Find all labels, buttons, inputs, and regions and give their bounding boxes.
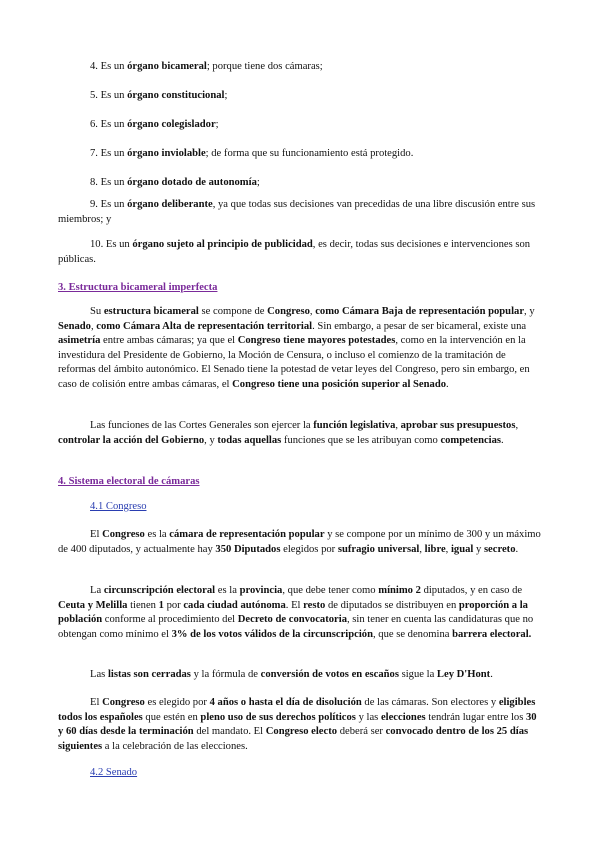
bold-run: órgano dotado de autonomía (127, 177, 257, 188)
list-item (58, 60, 542, 75)
text-run: ; (215, 119, 219, 130)
text-run: El (90, 529, 103, 540)
bold-run: 3% de los votos válidos de la circunscripción (171, 628, 373, 640)
text-run: . (490, 669, 493, 680)
text-run: , como en la intervención en la investidura del Presidente de Gobierno, la Moción de Censura, o incluso el comienzo de la tramitación de reformas del ámbito autonómico. El Senado tiene la potestad de vetar leyes del Congreso, pero sin embargo, en caso de colisión entre ambas cámaras, el (58, 335, 530, 390)
text-run: , y (204, 434, 218, 446)
text-run: funciones que se les atribuyan como (281, 434, 441, 446)
bold-run: competencias (440, 434, 502, 446)
bold-run: controlar la acción del Gobierno (58, 434, 205, 446)
text-run: a la celebración de las elecciones. (102, 740, 248, 752)
text-run: conforme al procedimiento del (102, 614, 238, 626)
bold-run: órgano constitucional (127, 90, 225, 101)
text-run: La (90, 585, 104, 596)
text-run: Las funciones de las Cortes Generales son ejercer la (90, 420, 314, 431)
paragraph (58, 584, 542, 642)
bold-run: órgano sujeto al principio de publicidad (132, 239, 313, 250)
bold-run: órgano bicameral (127, 61, 207, 72)
bold-run: todas aquellas (217, 434, 282, 446)
bold-run: órgano deliberante (127, 199, 213, 210)
bold-run: órgano inviolable (127, 148, 206, 159)
text-run: tienen (127, 599, 159, 611)
text-run: 5. Es un (90, 90, 128, 101)
bold-run: cada ciudad autónoma (183, 599, 286, 611)
bold-run: circunscripción electoral (103, 585, 216, 596)
subsection-heading-senado[interactable]: 4.2 Senado (90, 767, 138, 778)
bold-run: aprobar sus presupuestos (400, 420, 516, 431)
text-run: , que debe tener como (282, 585, 379, 596)
paragraph (58, 528, 542, 557)
bold-run: Congreso tiene mayores potestades (237, 335, 396, 347)
list-item (58, 89, 542, 104)
bold-run: 30 y 60 días desde la terminación (58, 711, 537, 738)
text-run: ; (256, 177, 260, 188)
text-run: , (90, 320, 97, 332)
bold-run: pleno uso de sus derechos políticos (200, 711, 356, 723)
bold-run: Ceuta y Melilla (58, 599, 128, 611)
bold-run: Congreso (102, 529, 145, 540)
text-run: tendrán lugar entre los (425, 711, 526, 723)
paragraph (58, 696, 542, 754)
text-run: , que se denomina (372, 628, 453, 640)
list-item (58, 118, 542, 133)
text-run: del mandato. El (193, 726, 266, 738)
list-item (58, 198, 542, 227)
bold-run: Congreso electo (265, 726, 338, 738)
subsection-heading-congreso[interactable]: 4.1 Congreso (90, 501, 147, 512)
text-run: es elegido por (144, 697, 210, 708)
text-run: . (515, 543, 519, 555)
list-item (58, 176, 542, 191)
bold-run: proporción a la población (58, 599, 528, 626)
bold-run: eligibles todos los españoles (58, 697, 536, 723)
bold-run: libre (424, 543, 446, 555)
bold-run: sufragio universal (337, 543, 420, 555)
text-run: . El (285, 599, 304, 611)
text-run: 6. Es un (90, 119, 128, 130)
text-run: es la (215, 585, 240, 596)
section-heading-3[interactable]: 3. Estructura bicameral imperfecta (58, 282, 218, 293)
text-run: entre ambas cámaras; ya que el (100, 335, 238, 347)
text-run: 7. Es un (90, 148, 128, 159)
bold-run: resto (303, 599, 326, 611)
text-run: , (419, 543, 425, 555)
list-item (58, 238, 542, 267)
text-run: , y (524, 306, 535, 317)
text-run: deberá ser (337, 726, 386, 738)
bold-run: 1 (158, 599, 164, 611)
bold-run: conversión de votos en escaños (260, 669, 399, 680)
text-run: elegidos por (280, 543, 338, 555)
bold-run: listas son cerradas (107, 669, 191, 680)
text-run: . (446, 378, 449, 390)
bold-run: elecciones (380, 711, 426, 723)
text-run: . (501, 434, 504, 446)
text-run: que estén en (142, 711, 201, 723)
paragraph (58, 668, 542, 683)
bold-run: función legislativa (313, 420, 396, 431)
section-heading-4[interactable]: 4. Sistema electoral de cámaras (58, 476, 200, 487)
bold-run: asimetría (58, 335, 101, 347)
text-run: y se compone por un mínimo de 300 y un máximo de 400 diputados, y actualmente hay (58, 529, 541, 555)
bold-run: cámara de representación popular (169, 529, 325, 540)
text-run: El (90, 697, 103, 708)
text-run: , (395, 420, 401, 431)
text-run: Su (90, 306, 104, 317)
text-run: . Sin embargo, a pesar de ser bicameral, existe una (312, 320, 527, 332)
paragraph (58, 305, 542, 393)
paragraph (58, 419, 542, 448)
bold-run: Decreto de convocatoria (237, 614, 347, 626)
bold-run: Congreso tiene una posición superior al Senado (232, 378, 447, 390)
text-run: y la fórmula de (190, 669, 261, 680)
text-run: de las cámaras. Son electores y (361, 697, 499, 708)
text-run: sigue la (398, 669, 437, 680)
text-run: Las (90, 669, 108, 680)
bold-run: Congreso (267, 306, 310, 317)
text-run: y las (355, 711, 381, 723)
text-run: , (445, 543, 451, 555)
bold-run: provincia (239, 585, 283, 596)
text-run: y (473, 543, 484, 555)
bold-run: 350 Diputados (215, 543, 281, 555)
text-run: , ya que todas sus decisiones van precedidas de una libre discusión entre sus miembros; y (58, 199, 536, 225)
text-run: 9. Es un (90, 199, 128, 210)
text-run: ; porque tiene dos cámaras; (206, 61, 323, 72)
text-run: ; (224, 90, 228, 101)
text-run: 8. Es un (90, 177, 128, 188)
bold-run: secreto (483, 543, 516, 555)
text-run: , (309, 306, 316, 317)
bold-run: igual (450, 543, 474, 555)
text-run: diputados, y en caso de (420, 585, 523, 596)
bold-run: Ley D'Hont (436, 669, 491, 680)
bold-run: Congreso (102, 697, 145, 708)
text-run: se compone de (198, 306, 268, 317)
text-run: de diputados se distribuyen en (325, 599, 459, 611)
text-run: 10. Es un (90, 239, 133, 250)
bold-run: mínimo 2 (378, 585, 421, 596)
bold-run: como Cámara Alta de representación territorial (96, 320, 313, 332)
text-run: , (515, 420, 519, 431)
text-run: ; de forma que su funcionamiento está protegido. (205, 148, 414, 159)
text-run: es la (144, 529, 170, 540)
text-run: por (163, 599, 184, 611)
text-run: , es decir, todas sus decisiones e intervenciones son públicas. (58, 239, 531, 265)
text-run: 4. Es un (90, 61, 128, 72)
bold-run: barrera electoral. (452, 628, 532, 640)
bold-run: estructura bicameral (103, 306, 199, 317)
text-run: , sin tener en cuenta las candidaturas que no obtengan como mínimo el (58, 614, 534, 640)
bold-run: órgano colegislador (127, 119, 216, 130)
bold-run: convocado dentro de los 25 días siguientes (58, 726, 529, 752)
bold-run: 4 años o hasta el día de disolución (209, 697, 362, 708)
bold-run: como Cámara Baja de representación popular (315, 306, 525, 317)
bold-run: Senado (58, 320, 91, 332)
list-item (58, 147, 542, 162)
